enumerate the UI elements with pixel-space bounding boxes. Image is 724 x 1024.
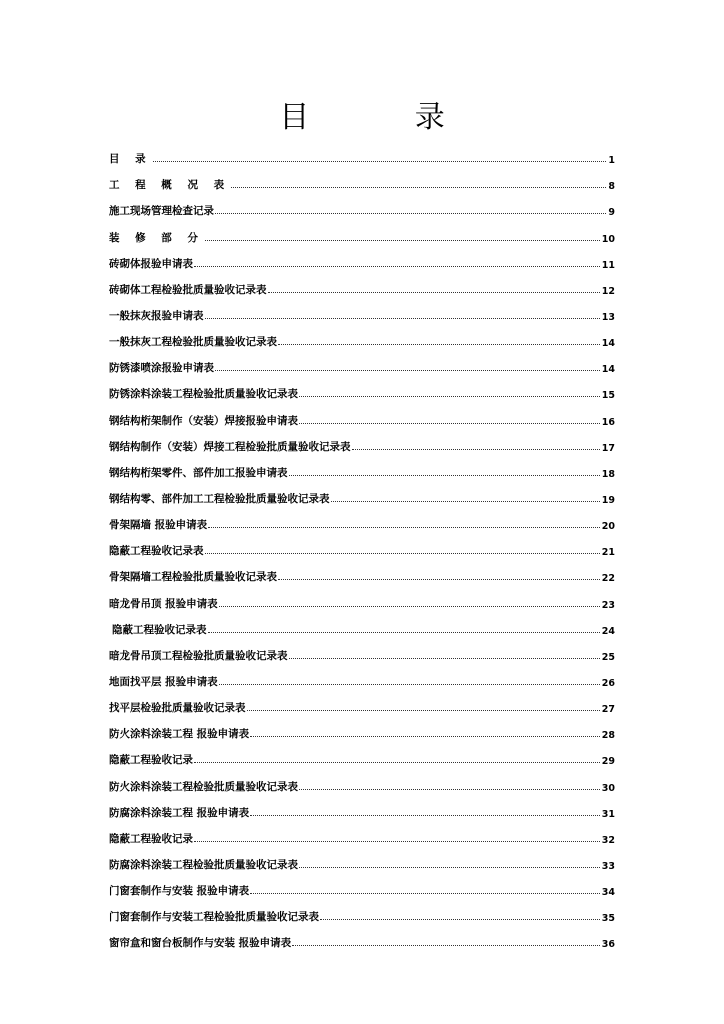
- toc-entry[interactable]: [109, 560, 615, 586]
- toc-entry[interactable]: [109, 743, 615, 769]
- toc-leader-dots: [205, 552, 600, 554]
- toc-entry[interactable]: [109, 534, 615, 560]
- toc-leader-dots: [231, 186, 606, 188]
- toc-entry-label: 窗帘盒和窗台板制作与安装 报验申请表: [109, 937, 292, 950]
- toc-entry-label: 地面找平层 报验申请表: [109, 675, 218, 688]
- toc-leader-dots: [205, 239, 600, 241]
- toc-entry-label: 隐蔽工程验收记录表: [109, 545, 204, 558]
- toc-leader-dots: [208, 526, 600, 528]
- toc-entry-label: 一般抹灰报验申请表: [109, 309, 204, 322]
- toc-leader-dots: [215, 212, 606, 214]
- toc-leader-dots: [219, 683, 600, 685]
- toc-page-number: 8: [608, 181, 615, 193]
- toc-entry[interactable]: [109, 220, 615, 246]
- table-of-contents: [109, 142, 615, 952]
- toc-entry-label: 砖砌体报验申请表: [109, 257, 193, 270]
- toc-entry[interactable]: [109, 900, 615, 926]
- toc-entry-label: 防火涂料涂装工程 报验申请表: [109, 728, 250, 741]
- toc-entry[interactable]: [109, 273, 615, 299]
- toc-leader-dots: [278, 343, 600, 345]
- toc-entry[interactable]: [109, 482, 615, 508]
- toc-entry-label: 门窗套制作与安装工程检验批质量验收记录表: [109, 911, 319, 924]
- toc-page-number: 14: [601, 364, 615, 376]
- toc-page-number: 14: [601, 338, 615, 350]
- toc-entry[interactable]: [109, 769, 615, 795]
- toc-page-number: 23: [601, 599, 615, 611]
- toc-entry[interactable]: [109, 456, 615, 482]
- toc-leader-dots: [268, 291, 600, 293]
- toc-entry-label: 钢结构桁架制作（安装）焊接报验申请表: [109, 414, 298, 427]
- toc-page-number: 15: [601, 390, 615, 402]
- toc-leader-dots: [153, 160, 607, 162]
- toc-entry-label: 防腐涂料涂装工程检验批质量验收记录表: [109, 858, 298, 871]
- toc-page-number: 20: [601, 521, 615, 533]
- toc-page-number: 31: [601, 808, 615, 820]
- toc-page-number: 26: [601, 677, 615, 689]
- toc-page-number: 21: [601, 547, 615, 559]
- page-title: 目 录: [279, 100, 493, 135]
- toc-entry[interactable]: [109, 168, 615, 194]
- toc-entry-label: 防锈漆喷涂报验申请表: [109, 362, 214, 375]
- toc-entry[interactable]: [109, 508, 615, 534]
- toc-page-number: 12: [601, 285, 615, 297]
- toc-page-number: 27: [601, 704, 615, 716]
- toc-entry[interactable]: [109, 351, 615, 377]
- toc-entry[interactable]: [109, 796, 615, 822]
- toc-leader-dots: [289, 657, 600, 659]
- toc-leader-dots: [292, 944, 600, 946]
- toc-entry[interactable]: [109, 717, 615, 743]
- toc-entry[interactable]: [109, 299, 615, 325]
- toc-entry-label: 钢结构零、部件加工工程检验批质量验收记录表: [109, 492, 330, 505]
- toc-page-number: 35: [601, 913, 615, 925]
- toc-entry-label: 骨架隔墙工程检验批质量验收记录表: [109, 571, 277, 584]
- toc-page-number: 34: [601, 887, 615, 899]
- toc-page-number: 25: [601, 651, 615, 663]
- toc-entry[interactable]: [109, 613, 615, 639]
- toc-leader-dots: [299, 788, 600, 790]
- toc-entry[interactable]: [109, 639, 615, 665]
- toc-leader-dots: [194, 265, 600, 267]
- toc-entry-label: 隐蔽工程验收记录: [109, 832, 193, 845]
- toc-entry[interactable]: [109, 874, 615, 900]
- toc-page-number: 16: [601, 416, 615, 428]
- toc-entry-label: 暗龙骨吊顶工程检验批质量验收记录表: [109, 649, 288, 662]
- toc-leader-dots: [215, 369, 600, 371]
- toc-page-number: 1: [608, 155, 615, 167]
- toc-leader-dots: [331, 500, 600, 502]
- toc-page-number: 17: [601, 442, 615, 454]
- toc-entry[interactable]: [109, 691, 615, 717]
- toc-page-number: 30: [601, 782, 615, 794]
- toc-page-number: 11: [601, 259, 615, 271]
- toc-leader-dots: [250, 735, 600, 737]
- toc-leader-dots: [289, 474, 600, 476]
- toc-leader-dots: [205, 317, 600, 319]
- toc-entry-label: 骨架隔墙 报验申请表: [109, 519, 208, 532]
- toc-entry[interactable]: [109, 586, 615, 612]
- toc-leader-dots: [352, 448, 600, 450]
- toc-entry[interactable]: [109, 194, 615, 220]
- toc-entry-label: 砖砌体工程检验批质量验收记录表: [109, 283, 267, 296]
- toc-entry[interactable]: [109, 848, 615, 874]
- toc-page-number: 9: [608, 207, 615, 219]
- toc-entry-label: 隐蔽工程验收记录: [109, 754, 193, 767]
- toc-entry-label: 工 程 概 况 表: [109, 179, 231, 192]
- toc-entry[interactable]: [109, 377, 615, 403]
- toc-leader-dots: [299, 422, 600, 424]
- toc-entry-label: 隐蔽工程验收记录表: [112, 623, 207, 636]
- toc-page-number: 36: [601, 939, 615, 951]
- toc-entry[interactable]: [109, 325, 615, 351]
- toc-entry-label: 目 录: [109, 153, 152, 166]
- toc-page-number: 13: [601, 311, 615, 323]
- toc-page-number: 24: [601, 625, 615, 637]
- toc-leader-dots: [194, 840, 600, 842]
- toc-page-number: 28: [601, 730, 615, 742]
- toc-entry[interactable]: [109, 822, 615, 848]
- toc-leader-dots: [278, 578, 600, 580]
- toc-entry-label: 防锈涂料涂装工程检验批质量验收记录表: [109, 388, 298, 401]
- toc-entry-label: 施工现场管理检查记录: [109, 205, 214, 218]
- toc-page-number: 18: [601, 468, 615, 480]
- toc-page-number: 19: [601, 494, 615, 506]
- toc-page-number: 10: [601, 233, 615, 245]
- toc-leader-dots: [250, 814, 600, 816]
- toc-entry[interactable]: [109, 665, 615, 691]
- toc-entry[interactable]: [109, 926, 615, 952]
- toc-entry-label: 一般抹灰工程检验批质量验收记录表: [109, 336, 277, 349]
- toc-leader-dots: [320, 918, 600, 920]
- toc-entry[interactable]: [109, 403, 615, 429]
- toc-entry-label: 找平层检验批质量验收记录表: [109, 702, 246, 715]
- toc-leader-dots: [219, 605, 600, 607]
- toc-entry-label: 门窗套制作与安装 报验申请表: [109, 885, 250, 898]
- toc-entry-label: 钢结构桁架零件、部件加工报验申请表: [109, 466, 288, 479]
- toc-entry-label: 钢结构制作（安装）焊接工程检验批质量验收记录表: [109, 440, 351, 453]
- toc-leader-dots: [250, 892, 600, 894]
- toc-leader-dots: [247, 709, 600, 711]
- toc-entry-label: 防腐涂料涂装工程 报验申请表: [109, 806, 250, 819]
- toc-entry-label: 装 修 部 分: [109, 231, 204, 244]
- toc-leader-dots: [208, 631, 600, 633]
- toc-leader-dots: [194, 761, 600, 763]
- toc-leader-dots: [299, 866, 600, 868]
- toc-entry[interactable]: [109, 247, 615, 273]
- toc-entry-label: 防火涂料涂装工程检验批质量验收记录表: [109, 780, 298, 793]
- toc-entry-label: 暗龙骨吊顶 报验申请表: [109, 597, 218, 610]
- toc-entry[interactable]: [109, 142, 615, 168]
- toc-entry[interactable]: [109, 430, 615, 456]
- toc-page-number: 33: [601, 860, 615, 872]
- toc-page-number: 22: [601, 573, 615, 585]
- toc-page-number: 29: [601, 756, 615, 768]
- toc-page-number: 32: [601, 834, 615, 846]
- toc-leader-dots: [299, 395, 600, 397]
